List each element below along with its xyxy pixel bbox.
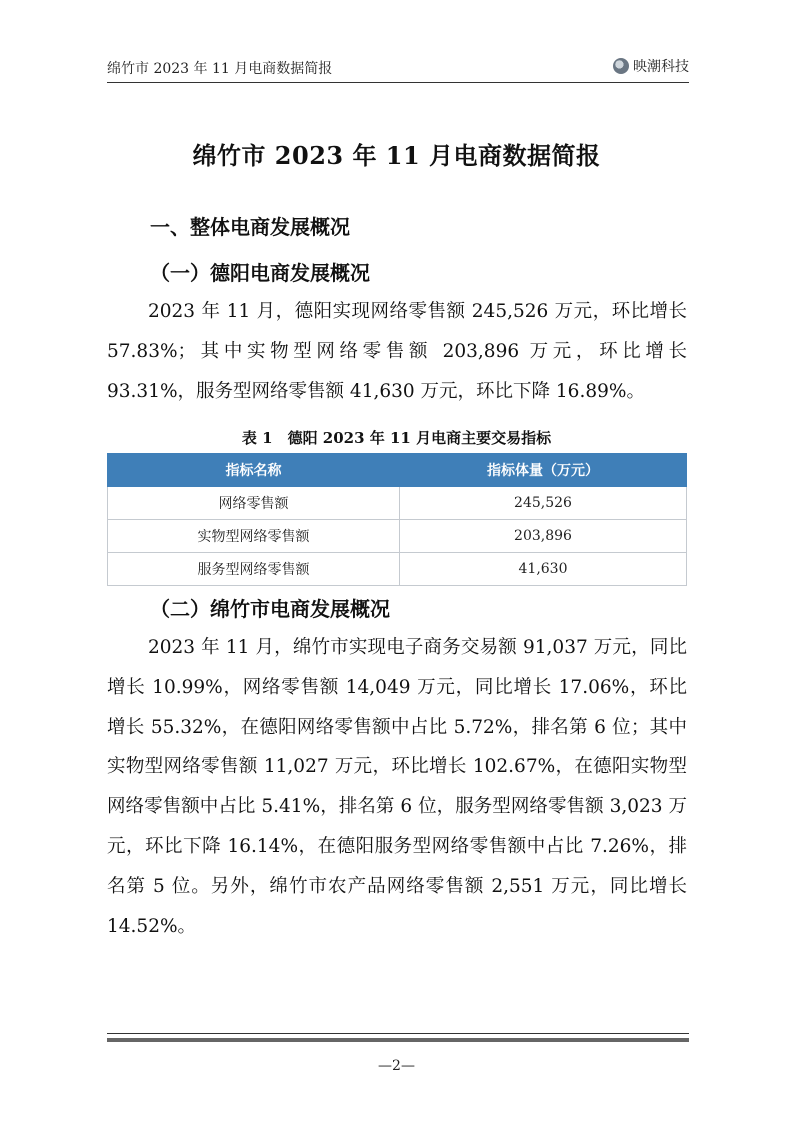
- subsection-heading-deyang: （一）德阳电商发展概况: [150, 261, 370, 285]
- header-title: 绵竹市 2023 年 11 月电商数据简报: [107, 61, 333, 77]
- table-header-row: [108, 454, 687, 487]
- table-cell: 服务型网络零售额: [108, 553, 400, 586]
- table-cell: 实物型网络零售额: [108, 520, 400, 553]
- table-cell: 245,526: [400, 487, 687, 520]
- column-header-volume: 指标体量（万元）: [400, 454, 687, 487]
- paragraph-deyang: [107, 292, 687, 411]
- table-row: [108, 520, 687, 553]
- subsection-heading-mianzhu: （二）绵竹市电商发展概况: [150, 597, 390, 621]
- page-number: —2—: [378, 1058, 415, 1074]
- table-cell: 网络零售额: [108, 487, 400, 520]
- table-row: [108, 553, 687, 586]
- footer-divider: [107, 1033, 689, 1034]
- table-row: [108, 487, 687, 520]
- table-cell: 41,630: [400, 553, 687, 586]
- table-cell: 203,896: [400, 520, 687, 553]
- paragraph-mianzhu-text: 2023 年 11 月，绵竹市实现电子商务交易额 91,037 万元，同比增长 10.99%，网络零售额 14,049 万元，同比增长 17.06%，环比增长 55.32%，在德阳网络零售额中占比 5.72%，排名第 6 位；其中实物型网络零售额 11,027 万元，环比增长 102.67%，在德阳实物型网络零售额中占比 5.41%，排名第 6 位，服务型网络零售额 3,023 万元，环比下降 16.14%，在德阳服务型网络零售额中占比 7.26%，排名第 5 位。另外，绵竹市农产品网络零售额 2,551 万元，同比增长 14.52%。: [107, 637, 687, 937]
- company-logo-icon: [613, 58, 629, 74]
- table-caption: 表 1 德阳 2023 年 11 月电商主要交易指标: [241, 429, 552, 447]
- document-title: 绵竹市 2023 年 11 月电商数据简报: [192, 141, 601, 170]
- indicator-table: [107, 453, 687, 586]
- footer-divider-thick: [107, 1038, 689, 1042]
- section-heading-overview: 一、整体电商发展概况: [150, 215, 350, 239]
- page-header: [107, 54, 689, 84]
- header-logo: [613, 56, 689, 76]
- paragraph-mianzhu: [107, 628, 687, 946]
- paragraph-deyang-text: 2023 年 11 月，德阳实现网络零售额 245,526 万元，环比增长 57.83%；其中实物型网络零售额 203,896 万元，环比增长 93.31%，服务型网络零售额 41,630 万元，环比下降 16.89%。: [107, 301, 687, 402]
- header-divider: [107, 82, 689, 83]
- logo-text: 映潮科技: [633, 59, 689, 75]
- column-header-indicator: 指标名称: [108, 454, 400, 487]
